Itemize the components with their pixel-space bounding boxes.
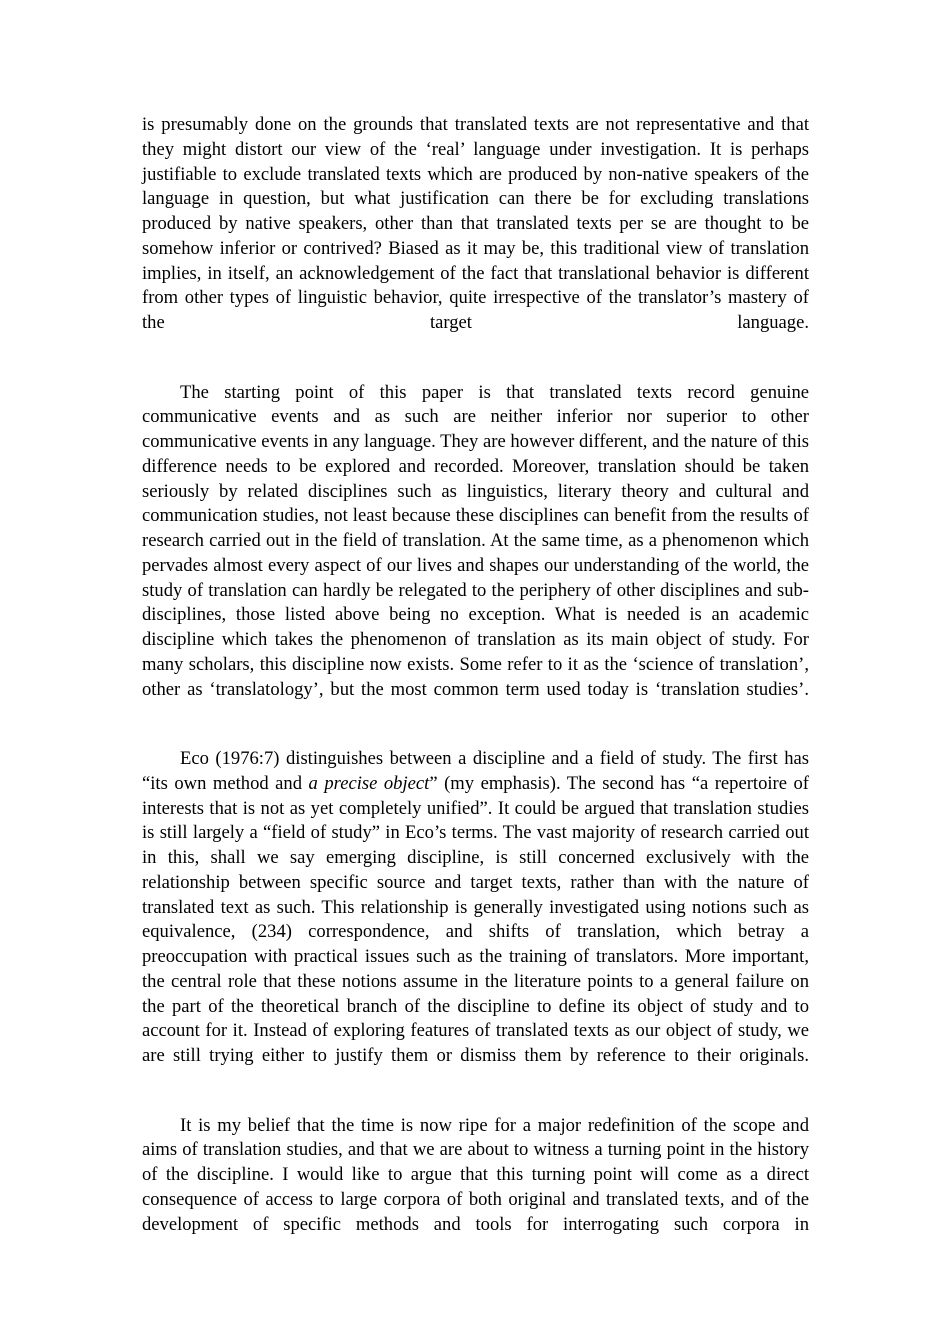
paragraph-2: The starting point of this paper is that translated texts record genuine communicative events and as such are neither inferior nor superior to other communicative events in any language. They are however different, and the nature of this difference needs to be explored and recorded. Moreover, translation should be taken seriously by related disciplines such as linguistics, literary theory and cultural and communication studies, not least because these disciplines can benefit from the results of research carried out in the field of translation. At the same time, as a phenomenon which pervades almost every aspect of our lives and shapes our understanding of the world, the study of translation can hardly be relegated to the periphery of other disciplines and sub-disciplines, those listed above being no exception. What is needed is an academic discipline which takes the phenomenon of translation as its main object of study. For many scholars, this discipline now exists. Some refer to it as the ‘science of translation’, other as ‘translatology’, but the most common term used today is ‘translation studies’. — [142, 381, 809, 700]
paragraph-3 — [142, 747, 809, 1094]
body-text-block — [142, 113, 809, 1262]
paragraph-3-segment-lead: Eco (1976:7) distinguishes between a discipline and a field of study. The first has “its own method and — [142, 748, 809, 794]
paragraph-4: It is my belief that the time is now ripe for a major redefinition of the scope and aims of translation studies, and that we are about to witness a turning point in the history of the discipline. I would like to argue that this turning point will come as a direct consequence of access to large corpora of both original and translated texts, and of the development of specific methods and tools for interrogating such corpora in — [142, 1114, 809, 1235]
paragraph-1: is presumably done on the grounds that translated texts are not representative and that they might distort our view of the ‘real’ language under investigation. It is perhaps justifiable to exclude translated texts which are produced by non-native speakers of the language in question, but what justification can there be for excluding translations produced by native speakers, other than that translated texts per se are thought to be somehow inferior or contrived? Biased as it may be, this traditional view of translation implies, in itself, an acknowledgement of the fact that translational behavior is different from other types of linguistic behavior, quite irrespective of the translator’s mastery of the target language. — [142, 114, 809, 333]
paragraph-3-segment-tail: ” (my emphasis). The second has “a repertoire of interests that is not as yet completely unified”. It could be argued that translation studies is still largely a “field of study” in Eco’s terms. The vast majority of research carried out in this, shall we say emerging discipline, is still concerned exclusively with the relationship between specific source and target texts, rather than with the nature of translated text as such. This relationship is generally investigated using notions such as equivalence, (234) correspondence, and shifts of translation, which betray a preoccupation with practical issues such as the training of translators. More important, the central role that these notions assume in the literature points to a general failure on the part of the theoretical branch of the discipline to define its object of study and to account for it. Instead of exploring features of translated texts as our object of study, we are still trying either to justify them or dismiss them by reference to their originals. — [142, 772, 809, 1066]
paragraph-3-italic-emphasis: a precise object — [308, 772, 430, 794]
